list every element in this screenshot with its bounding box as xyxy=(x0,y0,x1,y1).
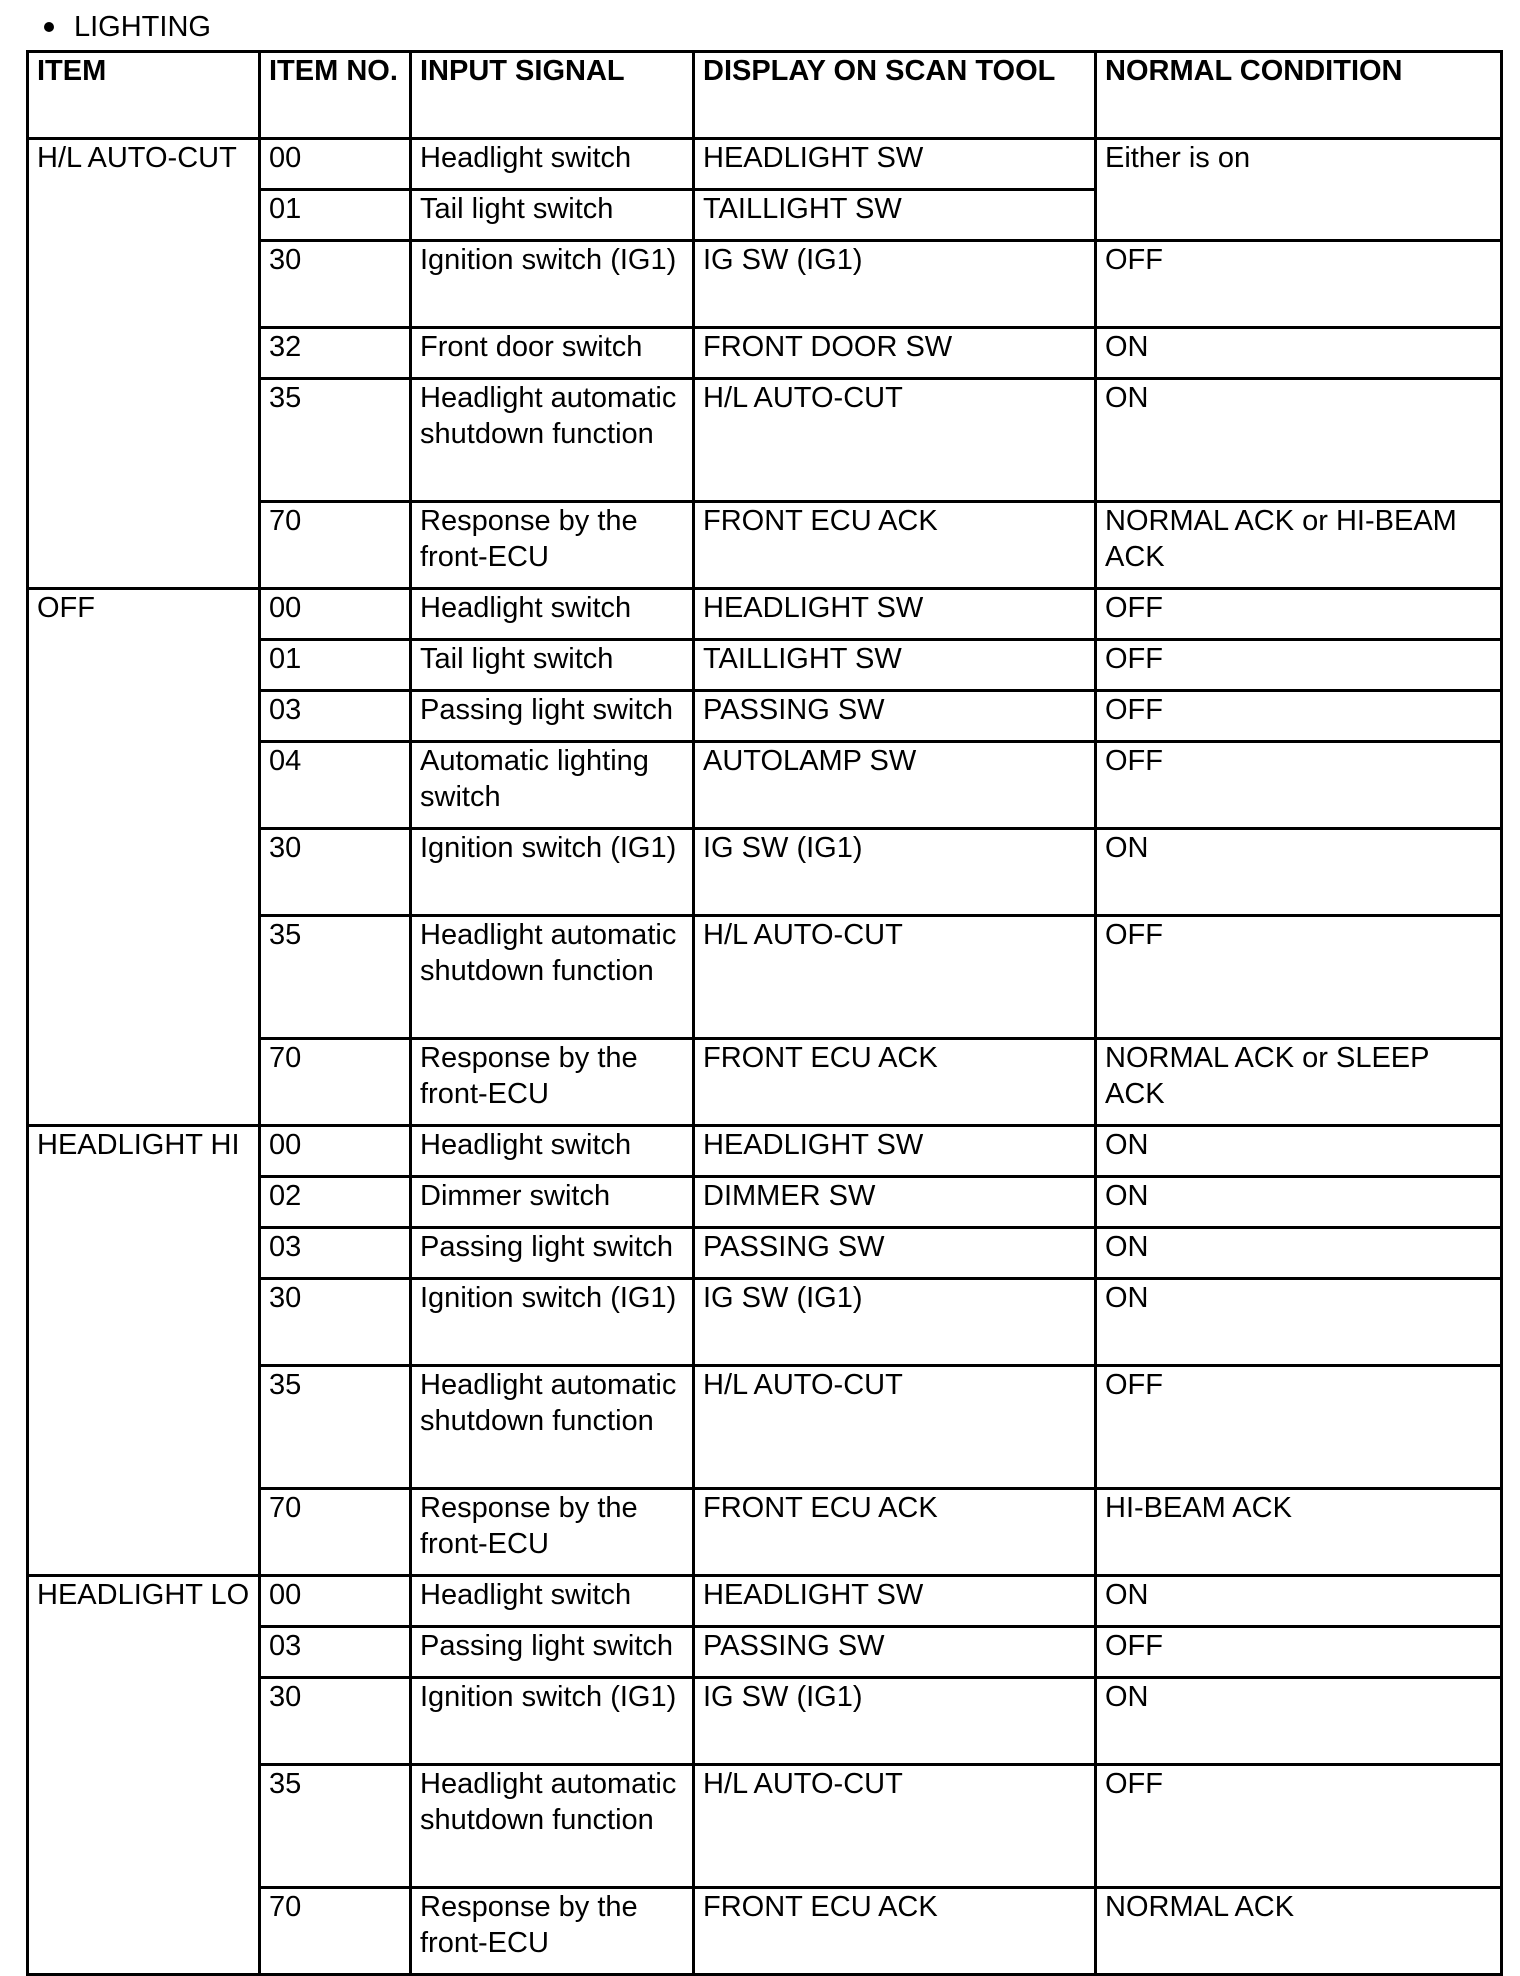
input-signal-cell: Ignition switch (IG1) xyxy=(411,1279,694,1366)
header-row xyxy=(28,52,1502,139)
input-signal-cell: Headlight automatic shutdown function xyxy=(411,1366,694,1489)
display-cell: IG SW (IG1) xyxy=(694,1279,1096,1366)
display-cell: IG SW (IG1) xyxy=(694,829,1096,916)
normal-condition-cell: OFF xyxy=(1096,1765,1502,1888)
input-signal-cell: Response by the front-ECU xyxy=(411,502,694,589)
item-no-cell: 70 xyxy=(260,1888,411,1975)
item-no-cell: 70 xyxy=(260,1039,411,1126)
display-cell: FRONT DOOR SW xyxy=(694,328,1096,379)
header-item: ITEM xyxy=(28,52,260,139)
display-cell: FRONT ECU ACK xyxy=(694,1489,1096,1576)
display-cell: IG SW (IG1) xyxy=(694,1678,1096,1765)
item-no-cell: 35 xyxy=(260,1765,411,1888)
normal-condition-cell: OFF xyxy=(1096,691,1502,742)
item-cell: OFF xyxy=(28,589,260,1126)
bullet-icon xyxy=(44,22,54,32)
display-cell: HEADLIGHT SW xyxy=(694,1126,1096,1177)
input-signal-cell: Front door switch xyxy=(411,328,694,379)
display-cell: HEADLIGHT SW xyxy=(694,1576,1096,1627)
item-no-cell: 35 xyxy=(260,916,411,1039)
normal-condition-cell: ON xyxy=(1096,1576,1502,1627)
display-cell: PASSING SW xyxy=(694,1228,1096,1279)
item-no-cell: 30 xyxy=(260,829,411,916)
normal-condition-cell: NORMAL ACK or HI-BEAM ACK xyxy=(1096,502,1502,589)
input-signal-cell: Passing light switch xyxy=(411,691,694,742)
item-no-cell: 30 xyxy=(260,1279,411,1366)
display-cell: TAILLIGHT SW xyxy=(694,190,1096,241)
display-cell: DIMMER SW xyxy=(694,1177,1096,1228)
item-no-cell: 35 xyxy=(260,1366,411,1489)
section-heading xyxy=(44,8,211,46)
item-no-cell: 32 xyxy=(260,328,411,379)
input-signal-cell: Tail light switch xyxy=(411,640,694,691)
item-no-cell: 03 xyxy=(260,691,411,742)
normal-condition-cell: OFF xyxy=(1096,241,1502,328)
normal-condition-cell: ON xyxy=(1096,379,1502,502)
normal-condition-cell: OFF xyxy=(1096,1627,1502,1678)
input-signal-cell: Headlight switch xyxy=(411,589,694,640)
normal-condition-cell: OFF xyxy=(1096,742,1502,829)
item-no-cell: 02 xyxy=(260,1177,411,1228)
input-signal-cell: Ignition switch (IG1) xyxy=(411,1678,694,1765)
normal-condition-cell: ON xyxy=(1096,1279,1502,1366)
item-no-cell: 00 xyxy=(260,1576,411,1627)
display-cell: HEADLIGHT SW xyxy=(694,589,1096,640)
normal-condition-cell: ON xyxy=(1096,829,1502,916)
display-cell: H/L AUTO-CUT xyxy=(694,1366,1096,1489)
input-signal-cell: Headlight automatic shutdown function xyxy=(411,379,694,502)
normal-condition-cell: HI-BEAM ACK xyxy=(1096,1489,1502,1576)
item-no-cell: 01 xyxy=(260,640,411,691)
normal-condition-cell: OFF xyxy=(1096,1366,1502,1489)
normal-condition-cell: ON xyxy=(1096,328,1502,379)
display-cell: IG SW (IG1) xyxy=(694,241,1096,328)
normal-condition-cell: OFF xyxy=(1096,640,1502,691)
table-row xyxy=(28,589,1502,640)
item-cell: H/L AUTO-CUT xyxy=(28,139,260,589)
display-cell: FRONT ECU ACK xyxy=(694,1888,1096,1975)
item-cell: HEADLIGHT HI xyxy=(28,1126,260,1576)
item-no-cell: 70 xyxy=(260,502,411,589)
section-title: LIGHTING xyxy=(74,11,211,43)
item-no-cell: 04 xyxy=(260,742,411,829)
input-signal-cell: Headlight switch xyxy=(411,1576,694,1627)
input-signal-cell: Tail light switch xyxy=(411,190,694,241)
input-signal-cell: Response by the front-ECU xyxy=(411,1489,694,1576)
item-no-cell: 70 xyxy=(260,1489,411,1576)
input-signal-cell: Headlight automatic shutdown function xyxy=(411,1765,694,1888)
item-no-cell: 30 xyxy=(260,1678,411,1765)
item-no-cell: 03 xyxy=(260,1228,411,1279)
input-signal-cell: Ignition switch (IG1) xyxy=(411,829,694,916)
normal-condition-cell: NORMAL ACK or SLEEP ACK xyxy=(1096,1039,1502,1126)
normal-condition-cell: OFF xyxy=(1096,589,1502,640)
header-input-signal: INPUT SIGNAL xyxy=(411,52,694,139)
input-signal-cell: Headlight automatic shutdown function xyxy=(411,916,694,1039)
item-no-cell: 03 xyxy=(260,1627,411,1678)
normal-condition-cell: ON xyxy=(1096,1177,1502,1228)
input-signal-cell: Passing light switch xyxy=(411,1228,694,1279)
input-signal-cell: Automatic lighting switch xyxy=(411,742,694,829)
item-no-cell: 00 xyxy=(260,139,411,190)
header-normal-condition: NORMAL CONDITION xyxy=(1096,52,1502,139)
input-signal-cell: Headlight switch xyxy=(411,139,694,190)
input-signal-cell: Response by the front-ECU xyxy=(411,1888,694,1975)
header-display: DISPLAY ON SCAN TOOL xyxy=(694,52,1096,139)
item-no-cell: 00 xyxy=(260,589,411,640)
item-cell: HEADLIGHT LO xyxy=(28,1576,260,1975)
table-row xyxy=(28,1576,1502,1627)
input-signal-cell: Dimmer switch xyxy=(411,1177,694,1228)
item-no-cell: 30 xyxy=(260,241,411,328)
input-signal-cell: Passing light switch xyxy=(411,1627,694,1678)
input-signal-cell: Response by the front-ECU xyxy=(411,1039,694,1126)
display-cell: H/L AUTO-CUT xyxy=(694,916,1096,1039)
display-cell: AUTOLAMP SW xyxy=(694,742,1096,829)
input-signal-cell: Headlight switch xyxy=(411,1126,694,1177)
display-cell: PASSING SW xyxy=(694,691,1096,742)
item-no-cell: 00 xyxy=(260,1126,411,1177)
display-cell: H/L AUTO-CUT xyxy=(694,1765,1096,1888)
normal-condition-cell: ON xyxy=(1096,1678,1502,1765)
display-cell: PASSING SW xyxy=(694,1627,1096,1678)
table-row xyxy=(28,1126,1502,1177)
normal-condition-cell: ON xyxy=(1096,1228,1502,1279)
normal-condition-cell: Either is on xyxy=(1096,139,1502,241)
input-signal-cell: Ignition switch (IG1) xyxy=(411,241,694,328)
header-item-no: ITEM NO. xyxy=(260,52,411,139)
item-no-cell: 35 xyxy=(260,379,411,502)
display-cell: H/L AUTO-CUT xyxy=(694,379,1096,502)
table-row xyxy=(28,139,1502,190)
normal-condition-cell: NORMAL ACK xyxy=(1096,1888,1502,1975)
display-cell: FRONT ECU ACK xyxy=(694,502,1096,589)
display-cell: HEADLIGHT SW xyxy=(694,139,1096,190)
display-cell: FRONT ECU ACK xyxy=(694,1039,1096,1126)
normal-condition-cell: ON xyxy=(1096,1126,1502,1177)
item-no-cell: 01 xyxy=(260,190,411,241)
lighting-data-table xyxy=(26,50,1503,1976)
normal-condition-cell: OFF xyxy=(1096,916,1502,1039)
display-cell: TAILLIGHT SW xyxy=(694,640,1096,691)
